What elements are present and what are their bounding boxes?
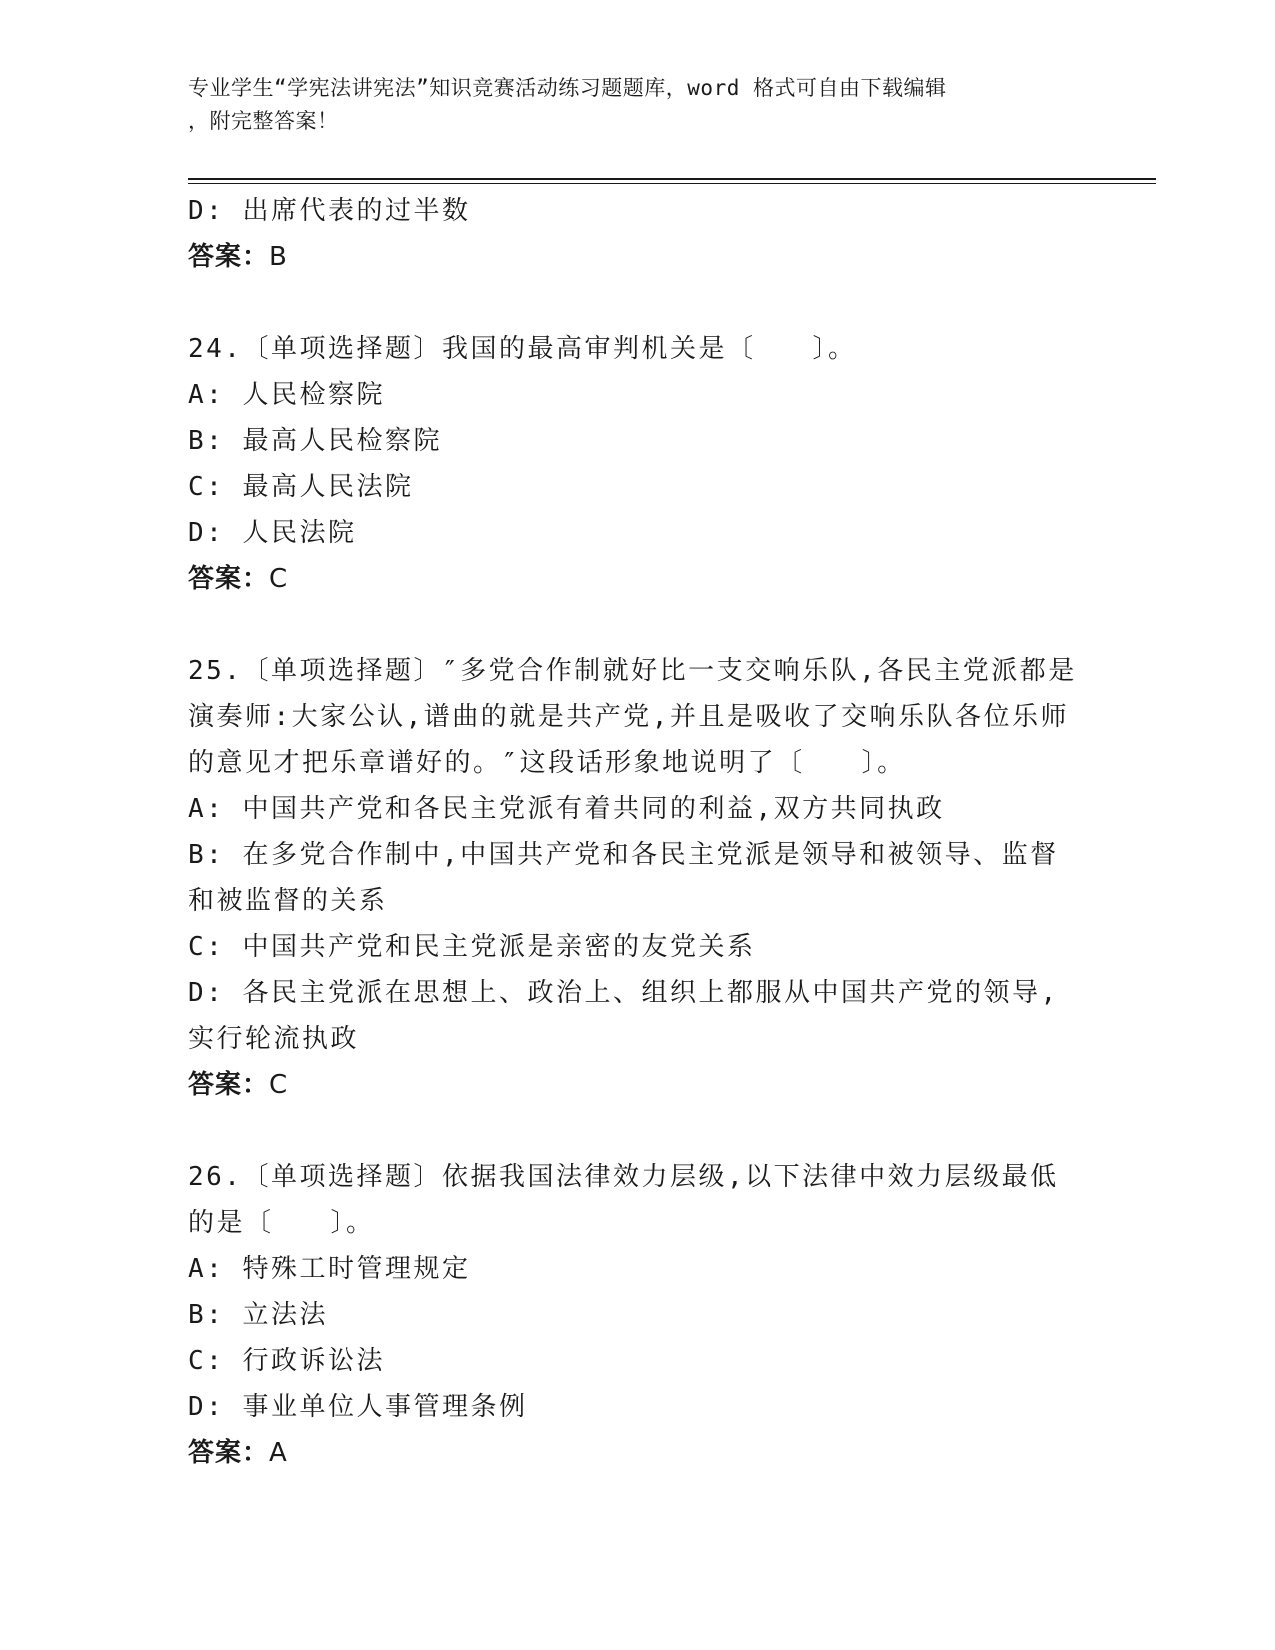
question-26-text: 26.〔单项选择题〕依据我国法律效力层级,以下法律中效力层级最低的是〔 〕。	[188, 1162, 1059, 1238]
option-c: C: 中国共产党和民主党派是亲密的友党关系	[188, 932, 756, 962]
question-25-text: 25.〔单项选择题〕″多党合作制就好比一支交响乐队,各民主党派都是演奏师:大家公认,谱曲的就是共产党,并且是吸收了交响乐队各位乐师的意见才把乐章谱好的。″这段话形象地说明了〔 〕。	[188, 656, 1077, 778]
option-b: B: 最高人民检察院	[188, 426, 442, 456]
answer-label: 答案：	[188, 564, 270, 594]
answer-label: 答案：	[188, 242, 270, 272]
header-rule-thin	[188, 183, 1156, 184]
option-a: A: 中国共产党和各民主党派有着共同的利益,双方共同执政	[188, 794, 945, 824]
answer-value: A	[269, 1438, 288, 1468]
header-line-2: ，附完整答案！	[188, 109, 339, 133]
option-a: A: 特殊工时管理规定	[188, 1254, 471, 1284]
answer	[188, 234, 1088, 280]
header-line-1: 专业学生“学宪法讲宪法”知识竞赛活动练习题题库，word 格式可自由下载编辑	[188, 76, 947, 100]
option-c: C: 最高人民法院	[188, 472, 414, 502]
option-d: D: 事业单位人事管理条例	[188, 1392, 528, 1422]
answer	[188, 1062, 1088, 1108]
option-d: D: 人民法院	[188, 518, 357, 548]
answer-value: C	[269, 564, 289, 594]
question-24-text: 24.〔单项选择题〕我国的最高审判机关是〔 〕。	[188, 334, 857, 364]
header-rule-thick	[188, 178, 1156, 180]
answer-value: C	[269, 1070, 289, 1100]
option-a: A: 人民检察院	[188, 380, 385, 410]
answer-value: B	[269, 242, 288, 272]
option-b: B: 立法法	[188, 1300, 328, 1330]
document-body	[188, 188, 1088, 1476]
answer	[188, 556, 1088, 602]
answer	[188, 1430, 1088, 1476]
spacer	[188, 1108, 1088, 1154]
option-b: B: 在多党合作制中,中国共产党和各民主党派是领导和被领导、监督和被监督的关系	[188, 840, 1059, 916]
page-header	[188, 72, 1068, 138]
answer-label: 答案：	[188, 1070, 270, 1100]
spacer	[188, 602, 1088, 648]
option-d: D: 出席代表的过半数	[188, 196, 471, 226]
spacer	[188, 280, 1088, 326]
answer-label: 答案：	[188, 1438, 270, 1468]
option-c: C: 行政诉讼法	[188, 1346, 385, 1376]
option-d: D: 各民主党派在思想上、政治上、组织上都服从中国共产党的领导,实行轮流执政	[188, 978, 1059, 1054]
